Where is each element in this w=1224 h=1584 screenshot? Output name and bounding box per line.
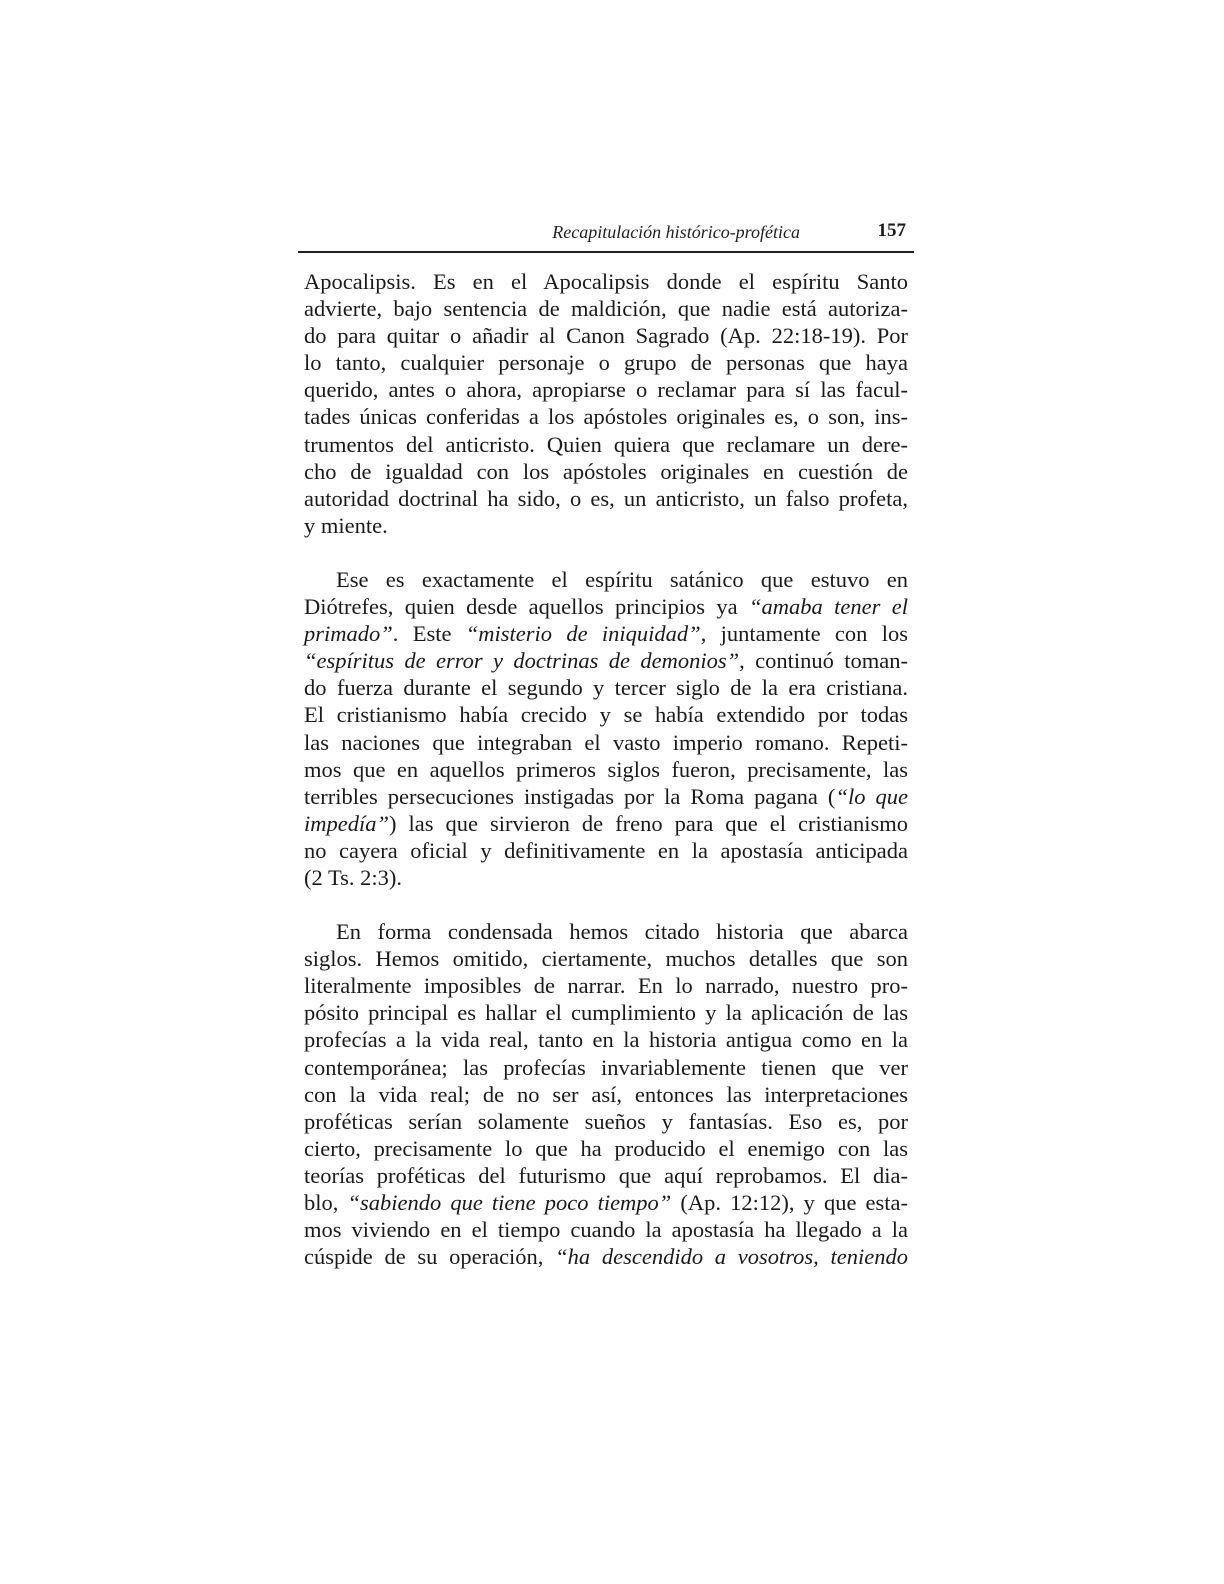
text-line (304, 512, 908, 539)
italic-quote: “misterio de iniquidad” (465, 621, 701, 647)
text-line (304, 756, 908, 783)
text-run: terribles persecuciones instigadas por la Roma pagana ( (304, 783, 836, 809)
text-run: (Ap. 12:12), y que esta- (671, 1190, 908, 1215)
text-line (304, 295, 908, 322)
text-line (304, 1054, 908, 1081)
text-line (304, 485, 908, 512)
text-run: no cayera oficial y definitivamente en la apostasía anticipada (304, 837, 908, 863)
italic-quote: “lo que (835, 783, 908, 809)
text-line (304, 864, 908, 891)
text-line (304, 647, 908, 674)
text-line (304, 810, 908, 837)
text-line (304, 1216, 908, 1243)
text-run: proféticas serían solamente sueños y fantasías. Eso es, por (304, 1108, 908, 1134)
italic-quote: impedía” (304, 810, 390, 836)
text-line (304, 322, 908, 349)
text-run: do para quitar o añadir al Canon Sagrado (Ap. 22:18-19). Por (304, 323, 908, 349)
text-line (304, 1108, 908, 1135)
text-line (304, 349, 908, 376)
text-run: querido, antes o ahora, apropiarse o reclamar para sí las facul- (304, 377, 908, 403)
text-run: tades únicas conferidas a los apóstoles originales es, o son, ins- (304, 404, 908, 430)
text-line (304, 701, 908, 728)
text-run: cierto, precisamente lo que ha producido el enemigo con las (304, 1135, 908, 1161)
text-run: El cristianismo había crecido y se había extendido por todas (304, 702, 908, 728)
text-line (304, 376, 908, 403)
text-run: En forma condensada hemos citado historia que abarca (336, 919, 908, 945)
text-line (304, 566, 908, 593)
text-run: lo tanto, cualquier personaje o grupo de personas que haya (304, 350, 908, 376)
italic-quote: “sabiendo que tiene poco tiempo” (347, 1190, 672, 1215)
text-run: pósito principal es hallar el cumplimiento y la aplicación de las (304, 1000, 908, 1026)
running-title: Recapitulación histórico-profética (552, 222, 800, 242)
text-run: , continuó toman- (739, 648, 908, 674)
text-run: (2 Ts. 2:3). (304, 864, 403, 890)
text-run: las naciones que integraban el vasto imperio romano. Repeti- (304, 729, 908, 755)
text-line (304, 837, 908, 864)
text-line (304, 972, 908, 999)
text-run: trumentos del anticristo. Quien quiera que reclamare un dere- (304, 431, 908, 457)
text-run: , juntamente con los (700, 621, 908, 647)
text-run: Diótrefes, quien desde aquellos principios ya (304, 594, 750, 620)
text-line (304, 1026, 908, 1053)
text-line (304, 403, 908, 430)
italic-quote: “amaba tener el (749, 594, 908, 620)
text-line (304, 674, 908, 701)
text-line (304, 431, 908, 458)
text-run: autoridad doctrinal ha sido, o es, un anticristo, un falso profeta, (304, 485, 908, 511)
text-line (304, 729, 908, 756)
text-run: siglos. Hemos omitido, ciertamente, muchos detalles que son (304, 946, 908, 972)
text-run: mos que en aquellos primeros siglos fueron, precisamente, las (304, 756, 908, 782)
text-line (304, 1243, 908, 1270)
text-run: cho de igualdad con los apóstoles originales en cuestión de (304, 458, 908, 484)
text-line (304, 593, 908, 620)
running-header (298, 218, 910, 248)
page-number: 157 (877, 220, 906, 241)
text-run: blo, (304, 1190, 348, 1215)
text-line (304, 458, 908, 485)
text-line (304, 1189, 908, 1216)
text-line (304, 1081, 908, 1108)
text-run: profecías a la vida real, tanto en la historia antigua como en la (304, 1027, 908, 1053)
paragraph (304, 566, 908, 891)
text-run: Ese es exactamente el espíritu satánico que estuvo en (336, 566, 908, 592)
text-line (304, 620, 908, 647)
text-line (304, 1162, 908, 1189)
text-run: con la vida real; de no ser así, entonces las interpretaciones (304, 1081, 908, 1107)
body-text (304, 268, 908, 1297)
text-line (304, 945, 908, 972)
text-run: contemporánea; las profecías invariablemente tienen que ver (304, 1054, 908, 1080)
italic-quote: “espíritus de error y doctrinas de demonios” (304, 648, 740, 674)
text-run: teorías proféticas del futurismo que aquí reprobamos. El dia- (304, 1162, 908, 1188)
text-run: advierte, bajo sentencia de maldición, que nadie está autoriza- (304, 296, 908, 322)
text-line (304, 999, 908, 1026)
paragraph (304, 918, 908, 1270)
text-run: Apocalipsis. Es en el Apocalipsis donde el espíritu Santo (304, 269, 908, 294)
text-run: . Este (392, 621, 466, 647)
text-run: do fuerza durante el segundo y tercer siglo de la era cristiana. (304, 675, 908, 701)
text-line (304, 783, 908, 810)
text-run: cúspide de su operación, (304, 1244, 556, 1270)
text-line (304, 1135, 908, 1162)
italic-quote: primado” (304, 621, 393, 647)
italic-quote: “ha descendido a vosotros, teniendo (555, 1244, 908, 1270)
text-run: literalmente imposibles de narrar. En lo narrado, nuestro pro- (304, 973, 908, 999)
text-line (304, 268, 908, 295)
text-run: y miente. (304, 512, 388, 538)
header-rule (298, 251, 914, 253)
paragraph (304, 268, 908, 539)
text-run: mos viviendo en el tiempo cuando la apostasía ha llegado a la (304, 1217, 908, 1243)
text-run: ) las que sirvieron de freno para que el cristianismo (389, 810, 908, 836)
text-line (304, 918, 908, 945)
